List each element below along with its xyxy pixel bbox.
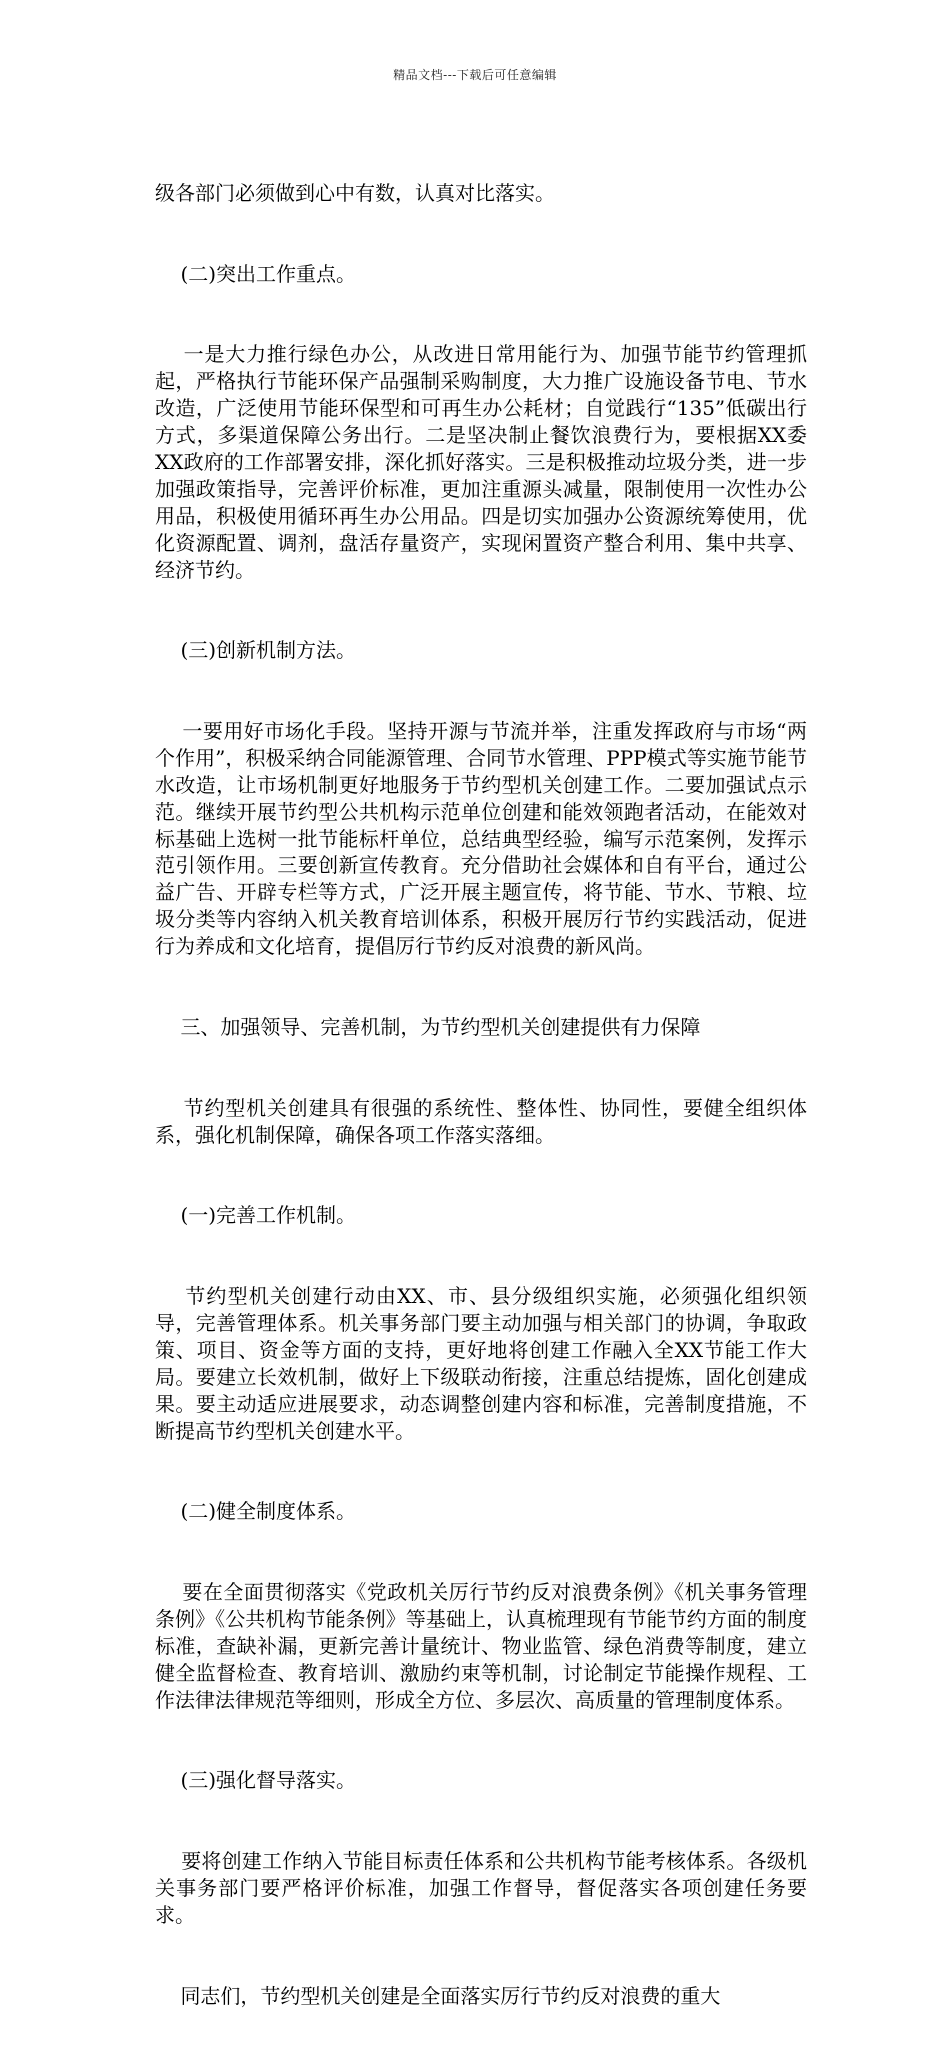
document-body (155, 126, 807, 2063)
paragraph: 节约型机关创建行动由XX、市、县分级组织实施，必须强化组织领导，完善管理体系。机关事务部门要主动加强与相关部门的协调，争取政策、项目、资金等方面的支持，更好地将创建工作融入全XX节能工作大局。要建立长效机制，做好上下级联动衔接，注重总结提炼，固化创建成果。要主动适应进展要求，动态调整创建内容和标准，完善制度措施，不断提高节约型机关创建水平。 (155, 1283, 807, 1443)
paragraph: 一要用好市场化手段。坚持开源与节流并举，注重发挥政府与市场“两个作用”，积极采纳合同能源管理、合同节水管理、PPP模式等实施节能节水改造，让市场机制更好地服务于节约型机关创建工作。二要加强试点示范。继续开展节约型公共机构示范单位创建和能效领跑者活动，在能效对标基础上选树一批节能标杆单位，总结典型经验，编写示范案例，发挥示范引领作用。三要创新宣传教育。充分借助社会媒体和自有平台，通过公益广告、开辟专栏等方式，广泛开展主题宣传，将节能、节水、节粮、垃圾分类等内容纳入机关教育培训体系，积极开展厉行节约实践活动，促进行为养成和文化培育，提倡厉行节约反对浪费的新风尚。 (155, 718, 807, 959)
paragraph: 一是大力推行绿色办公，从改进日常用能行为、加强节能节约管理抓起，严格执行节能环保产品强制采购制度，大力推广设施设备节电、节水改造，广泛使用节能环保型和可再生办公耗材；自觉践行“135”低碳出行方式，多渠道保障公务出行。二是坚决制止餐饮浪费行为，要根据XX委XX政府的工作部署安排，深化抓好落实。三是积极推动垃圾分类，进一步加强政策指导，完善评价标准，更加注重源头减量，限制使用一次性办公用品，积极使用循环再生办公用品。四是切实加强办公资源统筹使用，优化资源配置、调剂，盘活存量资产，实现闲置资产整合利用、集中共享、经济节约。 (155, 342, 807, 582)
section-heading: (三)创新机制方法。 (155, 638, 357, 663)
paragraph: 级各部门必须做到心中有数，认真对比落实。 (155, 180, 555, 205)
page-header: 精品文档---下载后可任意编辑 (393, 68, 557, 82)
section-heading: (一)完善工作机制。 (155, 1203, 357, 1228)
section-heading: (二)突出工作重点。 (155, 261, 357, 286)
paragraph: 要将创建工作纳入节能目标责任体系和公共机构节能考核体系。各级机关事务部门要严格评价标准，加强工作督导，督促落实各项创建任务要求。 (155, 1849, 807, 1927)
section-heading: (三)强化督导落实。 (155, 1768, 357, 1793)
paragraph: 同志们，节约型机关创建是全面落实厉行节约反对浪费的重大 (155, 1983, 721, 2008)
paragraph: 节约型机关创建具有很强的系统性、整体性、协同性，要健全组织体系，强化机制保障，确保各项工作落实落细。 (155, 1095, 807, 1147)
chapter-heading: 三、加强领导、完善机制，为节约型机关创建提供有力保障 (155, 1014, 701, 1039)
paragraph: 要在全面贯彻落实《党政机关厉行节约反对浪费条例》《机关事务管理条例》《公共机构节能条例》等基础上，认真梳理现有节能节约方面的制度标准，查缺补漏，更新完善计量统计、物业监管、绿色消费等制度，建立健全监督检查、教育培训、激励约束等机制，讨论制定节能操作规程、工作法律法律规范等细则，形成全方位、多层次、高质量的管理制度体系。 (155, 1579, 808, 1712)
section-heading: (二)健全制度体系。 (155, 1499, 357, 1524)
